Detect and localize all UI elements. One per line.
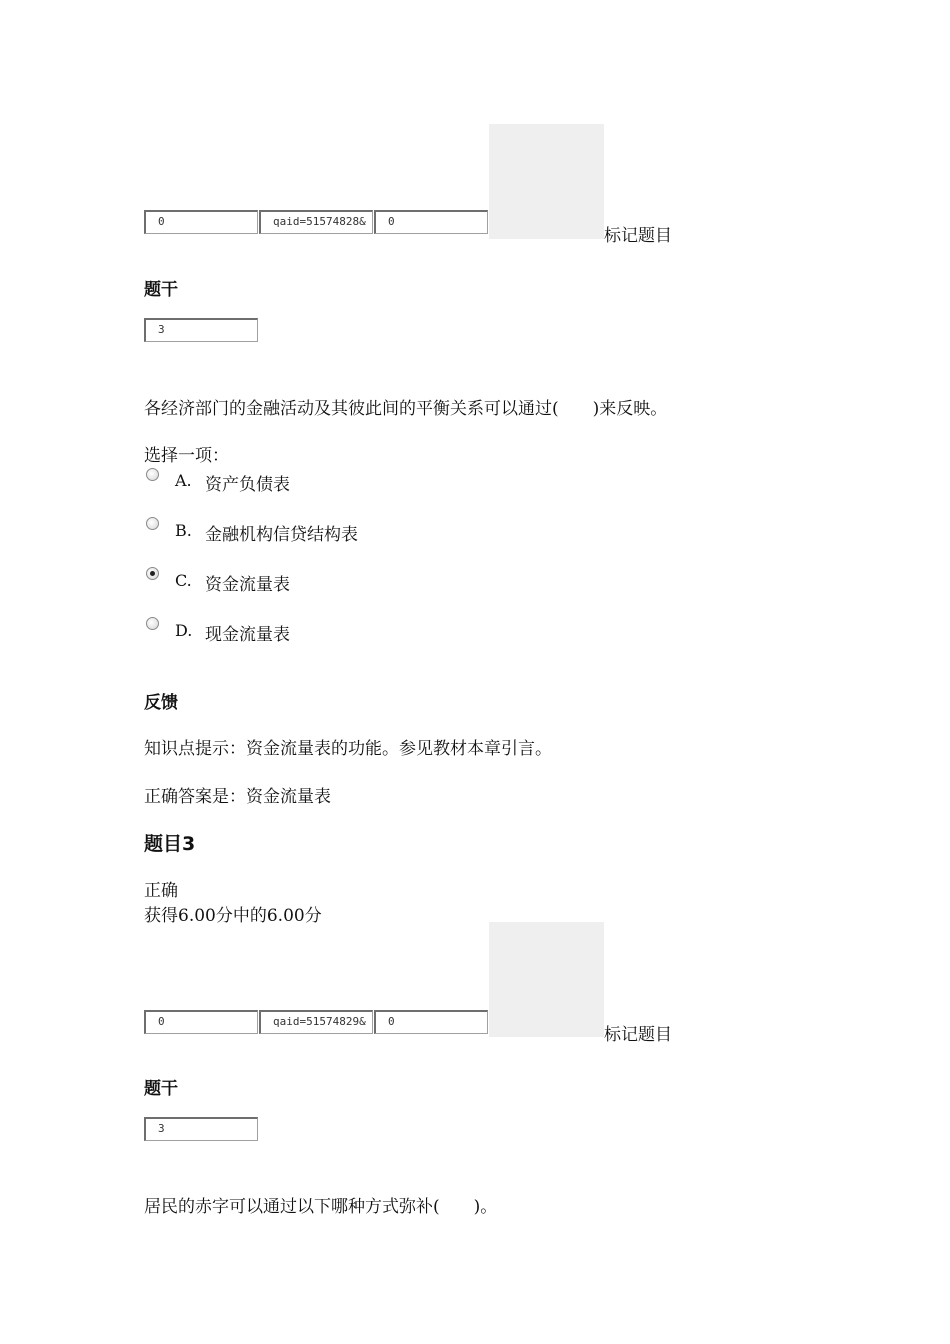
radio-button-b[interactable] (146, 517, 159, 530)
hidden-field-qaid[interactable]: qaid=51574828& (259, 210, 373, 234)
option-letter: A. (175, 471, 192, 490)
flag-question-link[interactable]: 标记题目 (604, 226, 672, 246)
feedback-hint: 知识点提示：资金流量表的功能。参见教材本章引言。 (144, 739, 552, 759)
question-number-heading: 题目3 (144, 833, 196, 855)
hidden-field-state[interactable]: 0 (144, 210, 258, 234)
option-letter: C. (175, 571, 192, 590)
option-label: 金融机构信贷结构表 (205, 525, 358, 545)
flag-question-link[interactable]: 标记题目 (604, 1025, 672, 1045)
question-text: 各经济部门的金融活动及其彼此间的平衡关系可以通过( )来反映。 (144, 399, 668, 419)
stem-heading: 题干 (144, 280, 178, 300)
answer-prompt: 选择一项： (144, 446, 229, 466)
correct-answer-text: 正确答案是：资金流量表 (144, 787, 331, 807)
option-label: 资金流量表 (205, 575, 290, 595)
question-text: 居民的赤字可以通过以下哪种方式弥补( )。 (144, 1197, 498, 1217)
hidden-field-flag[interactable]: 0 (374, 210, 488, 234)
question-status: 正确 (144, 881, 178, 901)
feedback-heading: 反馈 (144, 693, 178, 713)
option-letter: D. (175, 621, 193, 640)
stem-field[interactable]: 3 (144, 1117, 258, 1141)
radio-button-a[interactable] (146, 468, 159, 481)
hidden-field-state[interactable]: 0 (144, 1010, 258, 1034)
stem-heading: 题干 (144, 1079, 178, 1099)
option-label: 资产负债表 (205, 475, 290, 495)
flag-image-placeholder[interactable] (489, 124, 604, 239)
radio-button-d[interactable] (146, 617, 159, 630)
question-score: 获得6.00分中的6.00分 (144, 906, 322, 926)
stem-field[interactable]: 3 (144, 318, 258, 342)
hidden-field-flag[interactable]: 0 (374, 1010, 488, 1034)
hidden-field-qaid[interactable]: qaid=51574829& (259, 1010, 373, 1034)
option-letter: B. (175, 521, 192, 540)
flag-image-placeholder[interactable] (489, 922, 604, 1037)
radio-button-c-selected[interactable] (146, 567, 159, 580)
option-label: 现金流量表 (205, 625, 290, 645)
